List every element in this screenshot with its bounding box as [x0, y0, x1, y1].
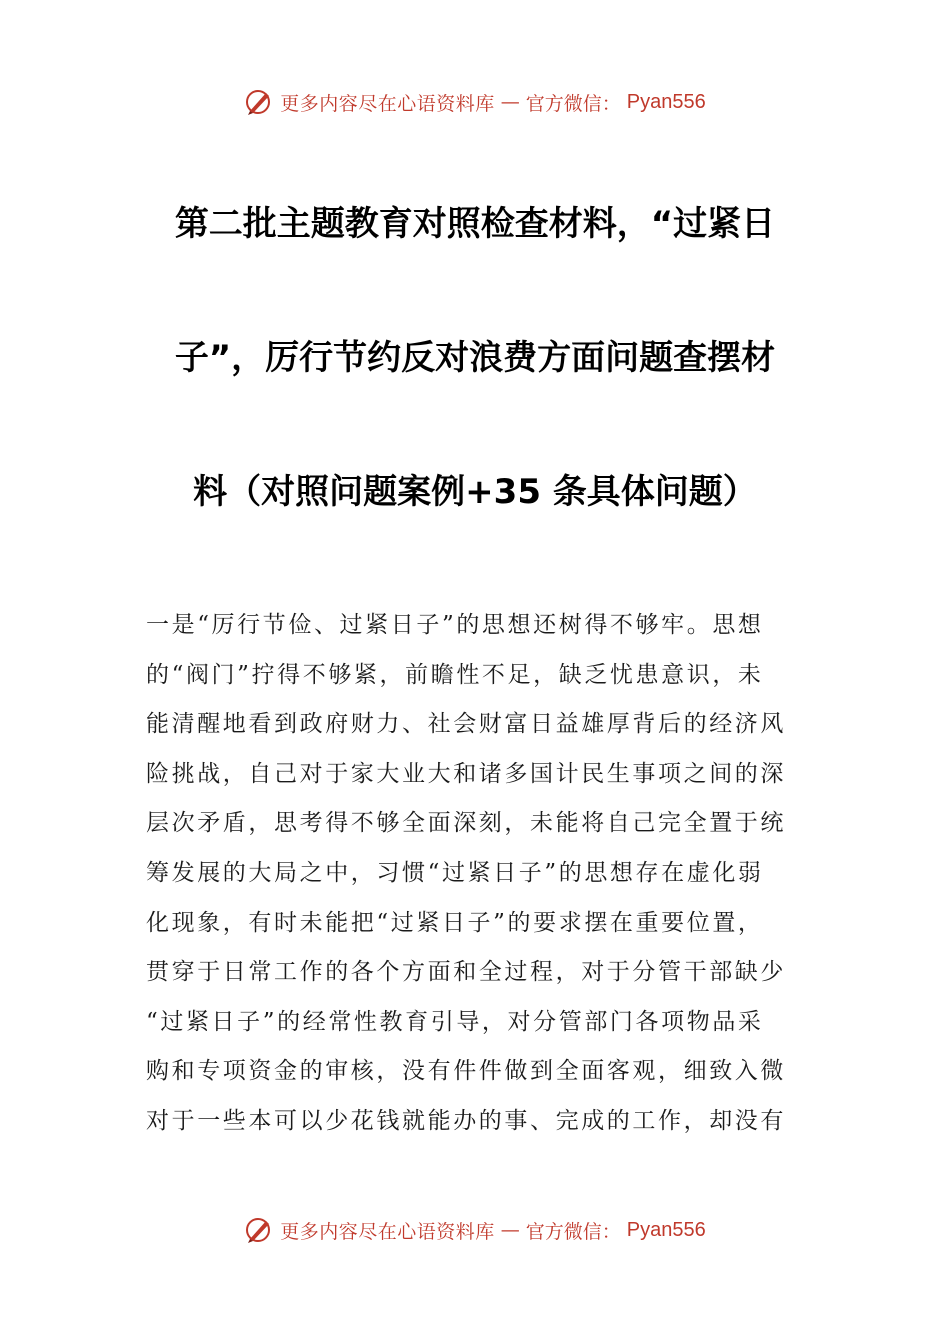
document-title	[140, 190, 810, 526]
watermark-brand-text: 更多内容尽在心语资料库	[280, 92, 495, 115]
body-line: 筹发展的大局之中，习惯“过紧日子”的思想存在虚化弱	[146, 859, 764, 886]
watermark-wechat-id: Pyan556	[626, 1218, 706, 1241]
body-line: 贯穿于日常工作的各个方面和全过程，对于分管干部缺少	[146, 959, 786, 986]
header-watermark	[0, 84, 950, 120]
watermark-wechat-id: Pyan556	[626, 90, 706, 113]
body-line: 险挑战，自己对于家大业大和诸多国计民生事项之间的深	[146, 760, 786, 787]
title-line-1: 第二批主题教育对照检查材料，“过紧日	[174, 204, 776, 244]
watermark-dash: —	[500, 1219, 520, 1241]
watermark-brand-text: 更多内容尽在心语资料库	[280, 1220, 495, 1243]
body-line: 对于一些本可以少花钱就能办的事、完成的工作，却没有	[146, 1107, 786, 1134]
title-line-3: 料（对照问题案例+35 条具体问题）	[193, 472, 757, 512]
body-line: 购和专项资金的审核，没有件件做到全面客观，细致入微	[146, 1058, 786, 1085]
pen-logo-icon	[244, 1215, 274, 1245]
pen-logo-icon	[244, 87, 274, 117]
title-line-2: 子”，厉行节约反对浪费方面问题查摆材	[174, 338, 776, 378]
body-line: 能清醒地看到政府财力、社会财富日益雄厚背后的经济风	[146, 711, 786, 738]
watermark-official-text: 官方微信：	[525, 1220, 621, 1243]
body-line: “过紧日子”的经常性教育引导，对分管部门各项物品采	[146, 1008, 764, 1035]
watermark-dash: —	[500, 91, 520, 113]
body-line: 一是“厉行节俭、过紧日子”的思想还树得不够牢。思想	[146, 612, 764, 638]
footer-watermark	[0, 1212, 950, 1248]
body-paragraph	[146, 601, 806, 1147]
body-line: 化现象，有时未能把“过紧日子”的要求摆在重要位置，	[146, 909, 764, 936]
body-line: 层次矛盾，思考得不够全面深刻，未能将自己完全置于统	[146, 810, 786, 837]
body-line: 的“阀门”拧得不够紧，前瞻性不足，缺乏忧患意识，未	[146, 661, 764, 688]
watermark-official-text: 官方微信：	[525, 92, 621, 115]
